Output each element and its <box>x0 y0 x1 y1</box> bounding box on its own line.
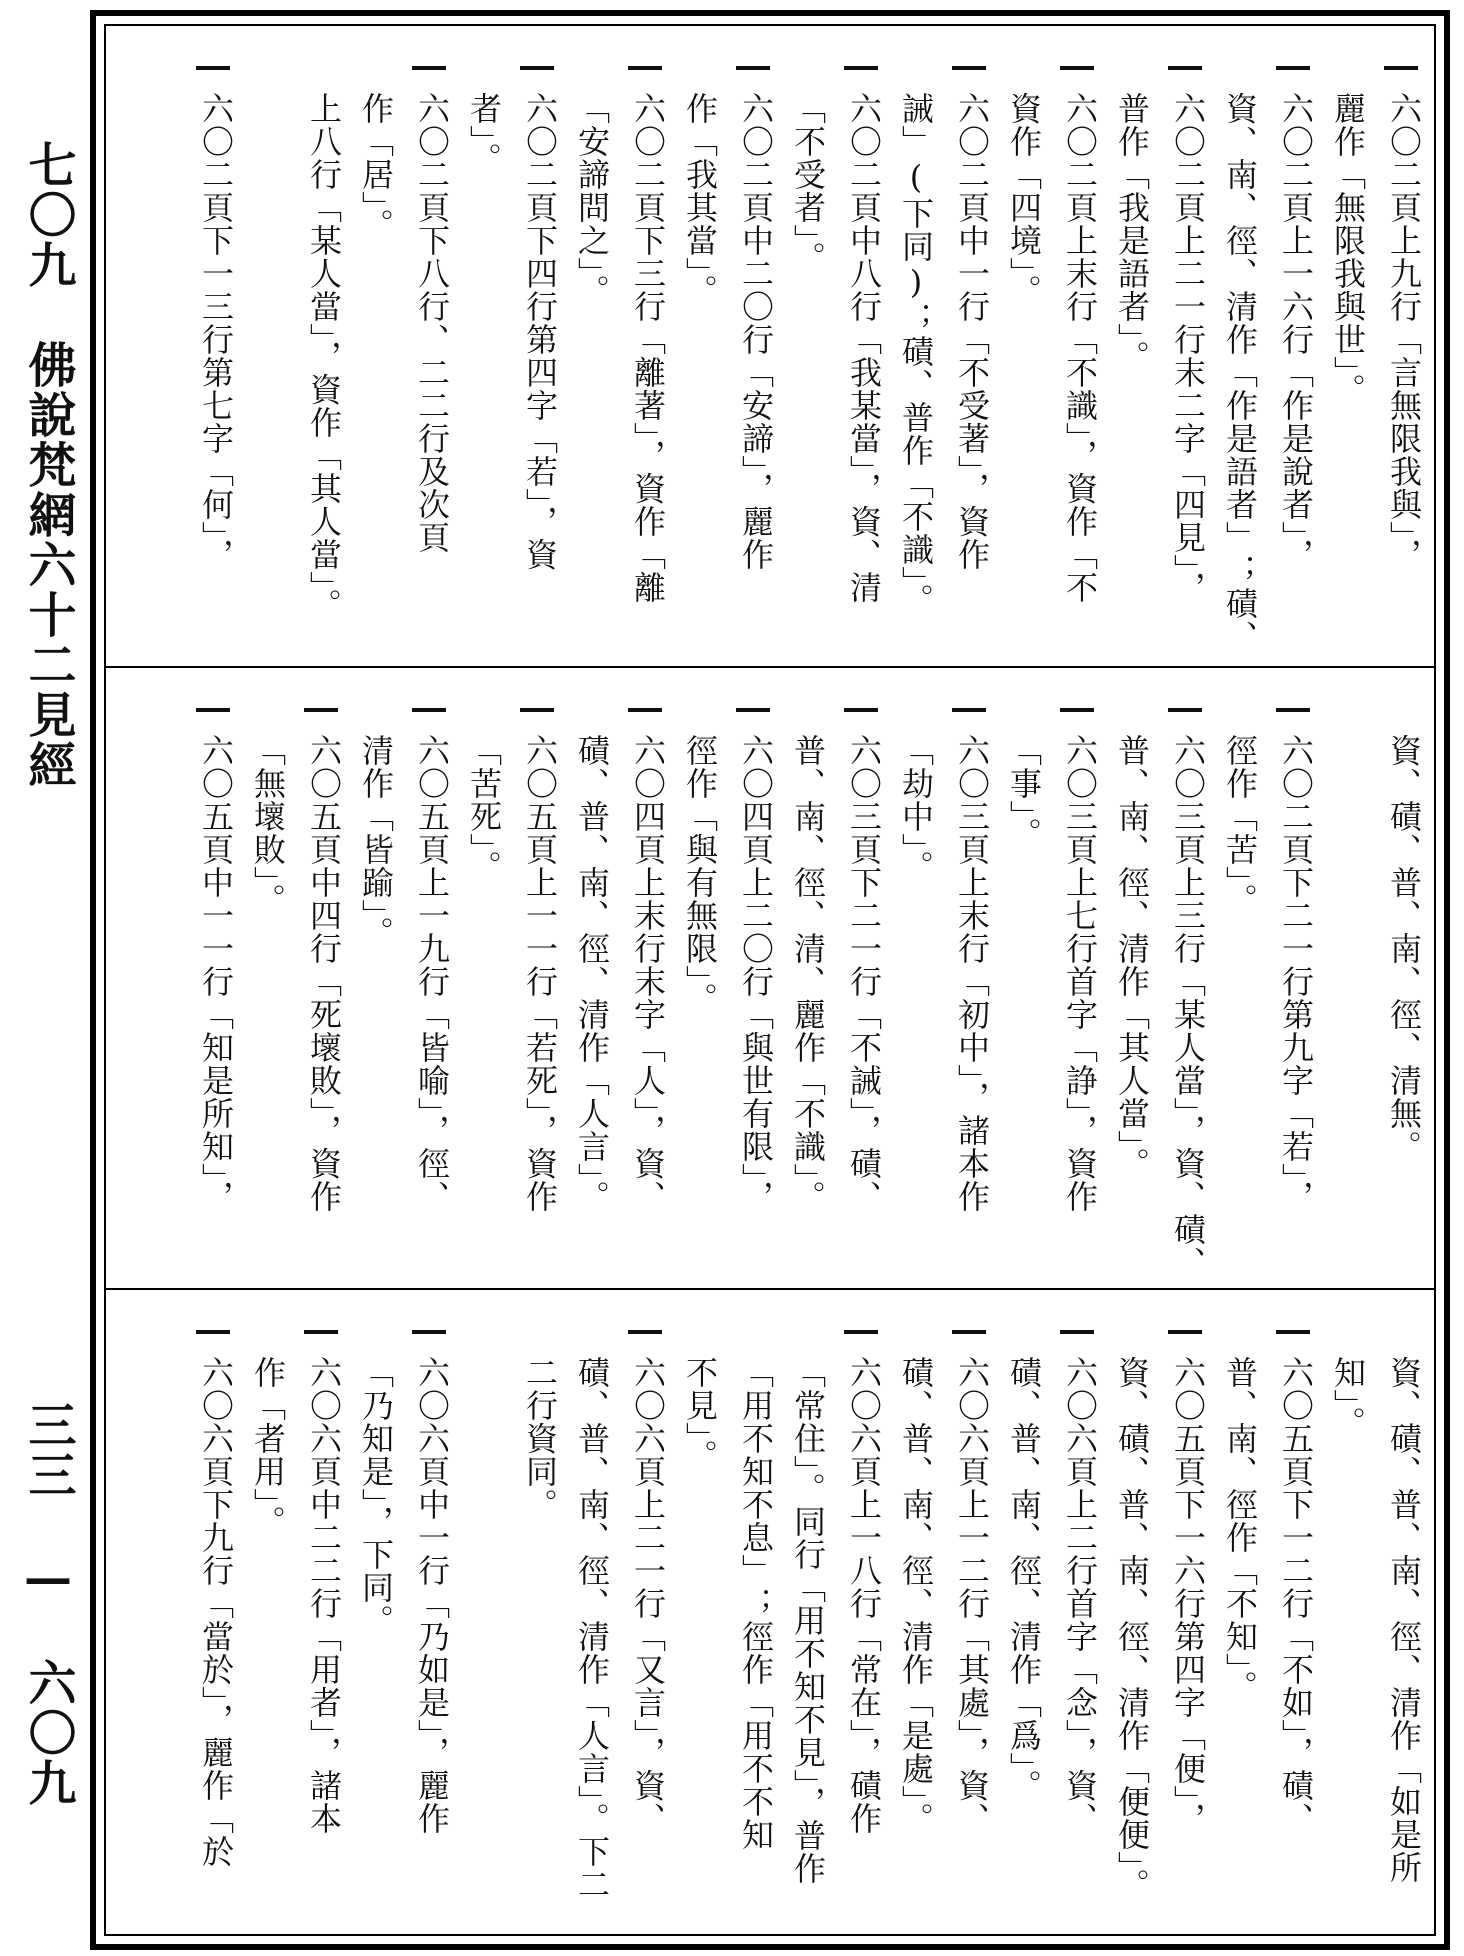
note-entry <box>1208 1330 1316 1924</box>
entry-dash <box>628 66 662 70</box>
note-entry <box>128 1330 236 1924</box>
note-line: 六〇二頁下一三行第七字「何」， <box>197 92 235 571</box>
entry-dash <box>1060 66 1094 70</box>
note-line: 普、南、徑、清、麗作「不識」。 <box>789 734 827 1213</box>
entry-dash <box>520 66 554 70</box>
note-entry <box>560 1330 668 1924</box>
note-line: 「苦死」。 <box>465 734 503 883</box>
note-entry <box>1208 708 1316 1278</box>
entry-dash <box>1060 1330 1094 1334</box>
note-line: 六〇五頁上一九行「皆喻」，徑、 <box>413 734 451 1213</box>
entry-dash <box>304 708 338 712</box>
page-frame <box>90 10 1450 1950</box>
note-line: 作「居」。 <box>357 92 395 241</box>
note-line: 普作「我是語者」。 <box>1113 92 1151 373</box>
note-entry <box>344 66 452 656</box>
note-line: 六〇二頁上一六行「作是說者」， <box>1277 92 1315 571</box>
note-line: 六〇六頁上一八行「常在」，磧作 <box>845 1356 883 1835</box>
note-line: 不見」。 <box>681 1356 719 1472</box>
note-line: 「乃知是」，下同。 <box>357 1356 395 1637</box>
note-entry <box>668 66 776 656</box>
note-line: 二行資同。 <box>521 1356 559 1521</box>
note-entry <box>668 708 776 1278</box>
note-entry <box>1208 66 1316 656</box>
note-entry <box>344 708 452 1278</box>
note-line: 六〇六頁上二一行「又言」，資、 <box>629 1356 667 1835</box>
entry-dash <box>1060 708 1094 712</box>
note-entry <box>776 708 884 1278</box>
note-line: 磧、普、南、徑、清作「是處」。 <box>897 1356 935 1835</box>
note-line: 誡」(下同)；磧、普作「不識」。 <box>897 92 935 616</box>
note-line: 麗作「無限我與世」。 <box>1329 92 1367 406</box>
note-entry <box>992 1330 1100 1924</box>
note-entry <box>128 708 236 1278</box>
entry-dash <box>1276 1330 1310 1334</box>
collation-notes <box>104 24 1436 1936</box>
note-line: 六〇五頁下一六行第四字「便」， <box>1169 1356 1207 1835</box>
note-entry <box>884 708 992 1278</box>
note-line: 作「者用」。 <box>249 1356 287 1538</box>
note-line: 「不受者」。 <box>789 92 827 274</box>
note-line: 六〇五頁中四行「死壞敗」，資作 <box>305 734 343 1213</box>
entry-dash <box>412 708 446 712</box>
note-line: 「常住」。同行「用不知不見」，普作 <box>789 1356 827 1885</box>
note-entry <box>1316 1330 1424 1924</box>
note-line: 六〇四頁上二〇行「與世有限」， <box>737 734 775 1213</box>
note-line: 作「我其當」。 <box>681 92 719 307</box>
note-line: 六〇六頁上一二行「其處」，資、 <box>953 1356 991 1835</box>
note-line: 六〇二頁下三行「離著」，資作「離 <box>629 92 667 604</box>
note-entry <box>344 1330 452 1924</box>
entry-dash <box>1168 708 1202 712</box>
note-entry <box>1100 66 1208 656</box>
note-line: 普、南、徑作「不知」。 <box>1221 1356 1259 1703</box>
note-line: 磧、普、南、徑、清作「人言」。 <box>573 734 611 1213</box>
note-line: 六〇二頁中二〇行「安諦」，麗作 <box>737 92 775 571</box>
note-line: 「用不知不息」；徑作「用不不知 <box>737 1356 775 1851</box>
entry-dash <box>844 66 878 70</box>
note-line: 六〇六頁下九行「當於」，麗作「於 <box>197 1356 235 1868</box>
entry-dash <box>844 708 878 712</box>
note-line: 六〇三頁上末行「初中」，諸本作 <box>953 734 991 1213</box>
notes-panel-middle <box>106 666 1434 1288</box>
entry-dash <box>952 1330 986 1334</box>
entry-dash <box>1276 708 1310 712</box>
note-entry <box>452 708 560 1278</box>
note-entry <box>560 66 668 656</box>
entry-dash <box>736 66 770 70</box>
note-line: 六〇四頁上末行末字「人」，資、 <box>629 734 667 1213</box>
entry-dash <box>952 66 986 70</box>
note-line: 六〇五頁上一一行「若死」，資作 <box>521 734 559 1213</box>
note-line: 六〇二頁中八行「我某當」，資、清 <box>845 92 883 604</box>
entry-dash <box>196 708 230 712</box>
note-entry <box>992 708 1100 1278</box>
note-line: 六〇三頁上三行「某人當」，資、磧、 <box>1169 734 1207 1279</box>
note-line: 普、南、徑、清作「其人當」。 <box>1113 734 1151 1180</box>
note-entry <box>236 1330 344 1924</box>
note-line: 六〇六頁中二二行「用者」，諸本 <box>305 1356 343 1835</box>
note-entry <box>776 66 884 656</box>
note-entry <box>668 1330 776 1924</box>
note-line: 六〇二頁下四行第四字「若」，資 <box>521 92 559 571</box>
notes-panel-bottom <box>106 1288 1434 1934</box>
entry-dash <box>412 66 446 70</box>
entry-dash <box>412 1330 446 1334</box>
entry-dash <box>520 708 554 712</box>
note-line: 資、南、徑、清作「作是語者」；磧、 <box>1221 92 1259 653</box>
note-entry <box>992 66 1100 656</box>
entry-dash <box>196 66 230 70</box>
note-line: 清作「皆踰」。 <box>357 734 395 949</box>
note-line: 六〇六頁上二行首字「念」，資、 <box>1061 1356 1099 1835</box>
note-line: 六〇三頁下二一行「不誡」，磧、 <box>845 734 883 1213</box>
note-line: 六〇二頁下八行、二二行及次頁 <box>413 92 451 554</box>
note-line: 知」。 <box>1329 1356 1367 1439</box>
entry-dash <box>1384 66 1418 70</box>
note-entry <box>1316 708 1424 1278</box>
entry-dash <box>952 708 986 712</box>
entry-dash <box>628 708 662 712</box>
note-entry <box>560 708 668 1278</box>
note-line: 磧、普、南、徑、清作「爲」。 <box>1005 1356 1043 1802</box>
note-line: 六〇二頁上末行「不識」，資作「不 <box>1061 92 1099 604</box>
entry-dash <box>1168 66 1202 70</box>
note-entry <box>1100 1330 1208 1924</box>
page-number: 三三 — 六〇九 <box>20 1400 76 1808</box>
note-line: 資、磧、普、南、徑、清作「如是所 <box>1385 1356 1423 1884</box>
entry-dash <box>1168 1330 1202 1334</box>
note-line: 六〇二頁中一行「不受著」，資作 <box>953 92 991 571</box>
note-line: 者」。 <box>465 92 503 175</box>
note-entry <box>884 66 992 656</box>
note-entry <box>452 1330 560 1924</box>
entry-dash <box>304 1330 338 1334</box>
entry-dash <box>844 1330 878 1334</box>
notes-panel-top <box>106 26 1434 666</box>
note-entry <box>1316 66 1424 656</box>
note-line: 六〇二頁下二一行第九字「若」， <box>1277 734 1315 1213</box>
note-entry <box>236 66 344 656</box>
note-line: 上八行「某人當」，資作「其人當」。 <box>305 92 343 621</box>
note-entry <box>776 1330 884 1924</box>
note-line: 六〇六頁中一行「乃如是」，麗作 <box>413 1356 451 1835</box>
sutra-title: 七〇九 佛說梵網六十二見經 <box>20 140 76 790</box>
note-line: 「事」。 <box>1005 734 1043 850</box>
note-entry <box>1100 708 1208 1278</box>
note-entry <box>452 66 560 656</box>
note-line: 徑作「苦」。 <box>1221 734 1259 916</box>
entry-dash <box>196 1330 230 1334</box>
page-margin <box>0 0 82 1956</box>
note-line: 磧、普、南、徑、清作「人言」。下二 <box>573 1356 611 1901</box>
note-line: 六〇三頁上七行首字「諍」，資作 <box>1061 734 1099 1213</box>
note-line: 徑作「與有無限」。 <box>681 734 719 1015</box>
note-line: 資、磧、普、南、徑、清作「便便」。 <box>1113 1356 1151 1901</box>
note-line: 資、磧、普、南、徑、清無。 <box>1385 734 1423 1163</box>
note-entry <box>236 708 344 1278</box>
entry-dash <box>628 1330 662 1334</box>
note-line: 六〇二頁上九行「言無限我與」， <box>1385 92 1423 571</box>
note-line: 「無壞敗」。 <box>249 734 287 916</box>
note-entry <box>128 66 236 656</box>
note-line: 六〇二頁上二一行末二字「四見」， <box>1169 92 1207 604</box>
note-entry <box>884 1330 992 1924</box>
note-line: 「劫中」。 <box>897 734 935 883</box>
entry-dash <box>736 708 770 712</box>
note-line: 「安諦問之」。 <box>573 92 611 307</box>
entry-dash <box>1276 66 1310 70</box>
note-line: 六〇五頁中一一行「知是所知」， <box>197 734 235 1213</box>
note-line: 六〇五頁下一二行「不如」，磧、 <box>1277 1356 1315 1835</box>
note-line: 資作「四境」。 <box>1005 92 1043 307</box>
